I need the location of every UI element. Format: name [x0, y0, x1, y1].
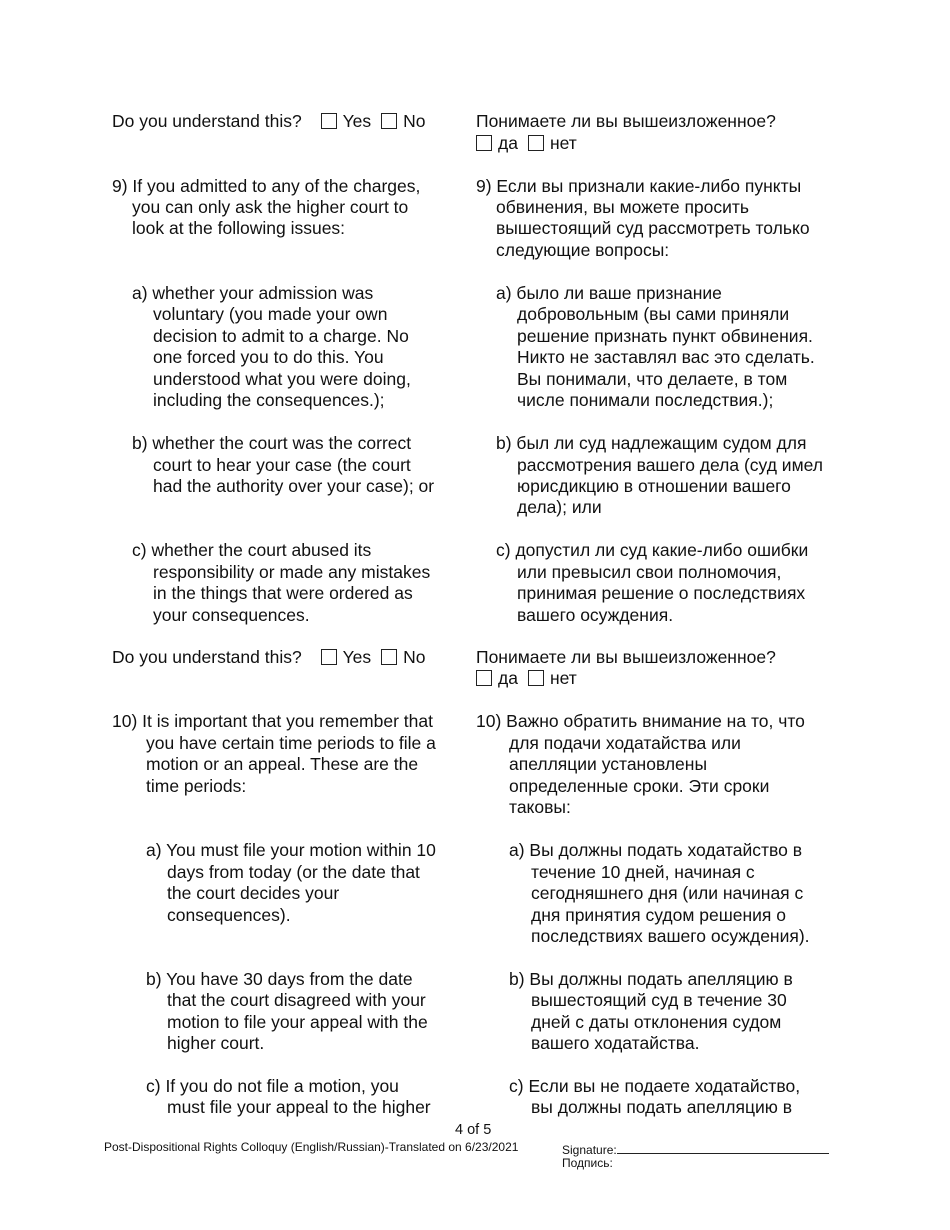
text-line: вашего ходатайства.	[531, 1033, 700, 1053]
text-line: юрисдикцию в отношении вашего	[517, 476, 791, 496]
text-line: understood what you were doing,	[153, 369, 411, 389]
signature-label-ru: Подпись:	[562, 1156, 613, 1170]
text-line: c) Если вы не подаете ходатайство,	[509, 1076, 801, 1096]
text-line: числе понимали последствия.);	[517, 390, 774, 410]
text-line: сегодняшнего дня (или начиная с	[531, 883, 804, 903]
da-label: да	[498, 668, 518, 688]
yes-label: Yes	[342, 111, 372, 131]
net-checkbox[interactable]	[528, 135, 544, 151]
text-line: дела); или	[517, 497, 602, 517]
yes-checkbox[interactable]	[321, 113, 337, 129]
form-title: Post-Dispositional Rights Colloquy (English/Russian)-Translated on 6/23/2021	[104, 1140, 519, 1154]
text-line: дней с даты отклонения судом	[531, 1012, 782, 1032]
text-line: that the court disagreed with your	[167, 990, 426, 1010]
text-line: including the consequences.);	[153, 390, 385, 410]
text-line: b) You have 30 days from the date	[146, 969, 413, 989]
text-line: a) было ли ваше признание	[496, 283, 722, 303]
text-line: 9) If you admitted to any of the charges,	[112, 176, 421, 196]
text-line: voluntary (you made your own	[153, 304, 388, 324]
text-line: in the things that were ordered as	[153, 583, 413, 603]
net-label: нет	[549, 668, 577, 688]
question-text: Do you understand this?	[112, 111, 302, 131]
no-checkbox[interactable]	[381, 649, 397, 665]
text-line: добровольным (вы сами приняли	[517, 304, 790, 324]
text-line: или превысил свои полномочия,	[517, 562, 782, 582]
da-label: да	[498, 133, 518, 153]
understand-options-ru-2	[476, 668, 587, 690]
text-line: апелляции установлены	[509, 754, 708, 774]
understand-question-en-2	[112, 647, 436, 669]
text-line: higher court.	[167, 1033, 265, 1053]
text-line: the court decides your	[167, 883, 340, 903]
text-line: c) whether the court abused its	[132, 540, 372, 560]
text-line: вышестоящий суд рассмотреть только	[496, 218, 810, 238]
understand-question-ru: Понимаете ли вы вышеизложенное?	[476, 111, 776, 131]
text-line: your consequences.	[153, 605, 310, 625]
text-line: consequences).	[167, 905, 291, 925]
signature-field[interactable]	[617, 1142, 829, 1154]
text-line: motion to file your appeal with the	[167, 1012, 428, 1032]
text-line: a) whether your admission was	[132, 283, 374, 303]
text-line: обвинения, вы можете просить	[496, 197, 750, 217]
text-line: time periods:	[146, 776, 247, 796]
text-line: 10) Важно обратить внимание на то, что	[476, 711, 805, 731]
da-checkbox[interactable]	[476, 135, 492, 151]
text-line: b) Вы должны подать апелляцию в	[509, 969, 793, 989]
text-line: you can only ask the higher court to	[132, 197, 409, 217]
text-line: motion or an appeal. These are the	[146, 754, 419, 774]
text-line: b) был ли суд надлежащим судом для	[496, 433, 807, 453]
text-line: следующие вопросы:	[496, 240, 670, 260]
no-label: No	[403, 111, 426, 131]
text-line: a) You must file your motion within 10	[146, 840, 436, 860]
text-line: b) whether the court was the correct	[132, 433, 412, 453]
text-line: вашего осуждения.	[517, 605, 674, 625]
yes-checkbox[interactable]	[321, 649, 337, 665]
no-checkbox[interactable]	[381, 113, 397, 129]
text-line: последствиях вашего осуждения).	[531, 926, 810, 946]
text-line: решение признать пункт обвинения.	[517, 326, 813, 346]
text-line: c) If you do not file a motion, you	[146, 1076, 399, 1096]
question-text: Do you understand this?	[112, 647, 302, 667]
understand-question-ru-2: Понимаете ли вы вышеизложенное?	[476, 647, 776, 667]
text-line: Никто не заставлял вас это сделать.	[517, 347, 815, 367]
text-line: 10) It is important that you remember that	[112, 711, 433, 731]
text-line: принимая решение о последствиях	[517, 583, 806, 603]
text-line: вышестоящий суд в течение 30	[531, 990, 787, 1010]
text-line: a) Вы должны подать ходатайство в	[509, 840, 803, 860]
text-line: рассмотрения вашего дела (суд имел	[517, 455, 823, 475]
text-line: days from today (or the date that	[167, 862, 420, 882]
no-label: No	[403, 647, 426, 667]
yes-label: Yes	[342, 647, 372, 667]
signature-line	[562, 1142, 829, 1157]
understand-options-ru	[476, 133, 587, 155]
text-line: определенные сроки. Эти сроки	[509, 776, 770, 796]
text-line: responsibility or made any mistakes	[153, 562, 431, 582]
net-label: нет	[549, 133, 577, 153]
text-line: c) допустил ли суд какие-либо ошибки	[496, 540, 809, 560]
text-line: Вы понимали, что делаете, в том	[517, 369, 788, 389]
text-line: look at the following issues:	[132, 218, 346, 238]
text-line: таковы:	[509, 797, 571, 817]
text-line: must file your appeal to the higher	[167, 1097, 431, 1117]
text-line: court to hear your case (the court	[153, 455, 411, 475]
text-line: вы должны подать апелляцию в	[531, 1097, 793, 1117]
text-line: had the authority over your case); or	[153, 476, 435, 496]
page-number: 4 of 5	[455, 1122, 492, 1138]
signature-label: Signature:	[562, 1143, 617, 1157]
text-line: you have certain time periods to file a	[146, 733, 436, 753]
text-line: течение 10 дней, начиная с	[531, 862, 755, 882]
da-checkbox[interactable]	[476, 670, 492, 686]
net-checkbox[interactable]	[528, 670, 544, 686]
text-line: decision to admit to a charge. No	[153, 326, 409, 346]
text-line: для подачи ходатайства или	[509, 733, 741, 753]
text-line: дня принятия судом решения о	[531, 905, 786, 925]
text-line: one forced you to do this. You	[153, 347, 384, 367]
text-line: 9) Если вы признали какие-либо пункты	[476, 176, 802, 196]
understand-question-en	[112, 111, 436, 133]
